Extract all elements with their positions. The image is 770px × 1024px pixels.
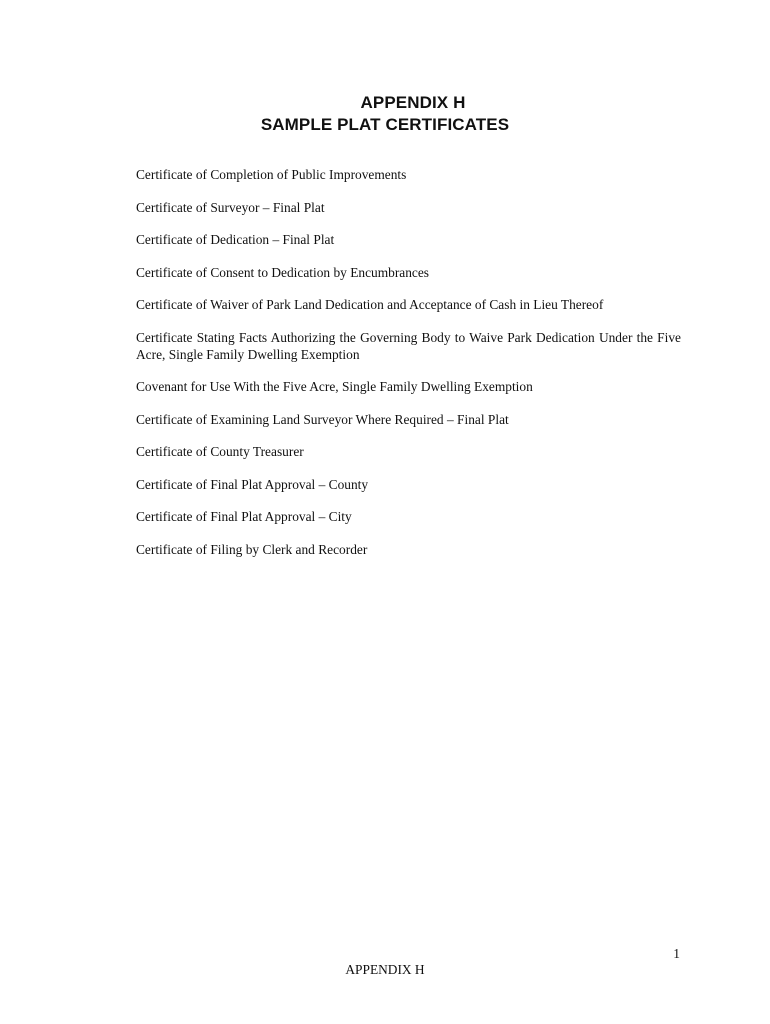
page-subtitle: SAMPLE PLAT CERTIFICATES: [260, 115, 510, 134]
list-item: Certificate of Waiver of Park Land Dedication and Acceptance of Cash in Lieu Thereof: [136, 297, 604, 312]
list-item: Certificate of Filing by Clerk and Recorder: [136, 541, 368, 557]
page-title: APPENDIX H: [360, 93, 466, 112]
list-item: Covenant for Use With the Five Acre, Single Family Dwelling Exemption: [136, 379, 533, 394]
list-item: Certificate of Consent to Dedication by Encumbrances: [136, 264, 430, 280]
list-item: Certificate of Final Plat Approval – City: [136, 509, 352, 524]
list-item: Certificate of Examining Land Surveyor Where Required – Final Plat: [136, 411, 509, 427]
list-item: Certificate of Dedication – Final Plat: [136, 232, 335, 247]
list-item: Certificate Stating Facts Authorizing the Governing Body to Waive Park Dedication Under the Five Acre, Single Family Dwelling Exemption: [136, 329, 681, 362]
list-item: Certificate of Final Plat Approval – County: [136, 476, 369, 492]
footer-label: APPENDIX H: [345, 962, 425, 977]
page-footer: [0, 962, 770, 978]
list-item: Certificate of Completion of Public Improvements: [136, 167, 407, 182]
list-item: Certificate of County Treasurer: [136, 444, 304, 459]
page-number: 1: [673, 946, 680, 961]
certificate-list: [136, 166, 681, 573]
document-heading: [0, 92, 770, 136]
list-item: Certificate of Surveyor – Final Plat: [136, 199, 325, 215]
